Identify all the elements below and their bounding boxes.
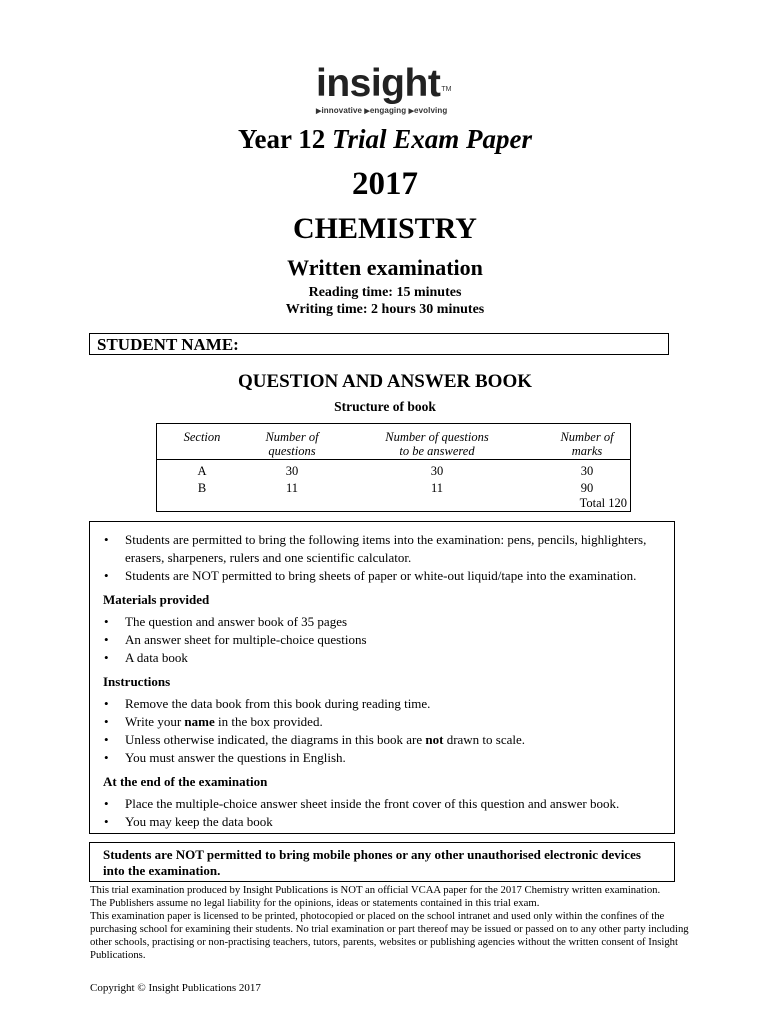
logo-trademark: TM (441, 86, 452, 93)
writing-time: Writing time: 2 hours 30 minutes (285, 302, 485, 317)
row-a-section: A (197, 464, 207, 478)
end-of-exam-heading: At the end of the examination (103, 774, 268, 789)
logo-wordmark: insight (316, 62, 441, 105)
logo-tagline (316, 106, 476, 115)
structure-table (156, 423, 631, 512)
header-marks-2: marks (571, 444, 603, 458)
list-item: • Unless otherwise indicated, the diagrams in this book are not drawn to scale. (90, 731, 666, 749)
list-item: • An answer sheet for multiple-choice questions (90, 631, 666, 649)
row-b-answered: 11 (430, 481, 444, 495)
list-item: • Students are permitted to bring the following items into the examination: pens, pencils, highlighters, erasers, sharpeners, rulers and one scientific calculator. (90, 531, 666, 567)
list-item: • The question and answer book of 35 pages (90, 613, 666, 631)
list-item: • Students are NOT permitted to bring sheets of paper or white-out liquid/tape into the examination. (90, 567, 666, 585)
tagline-word: innovative (321, 106, 363, 115)
page-title (0, 124, 770, 155)
instructions-box (89, 521, 675, 834)
insight-logo (316, 64, 476, 115)
subject-title: CHEMISTRY (293, 212, 477, 245)
row-a-marks: 30 (580, 464, 594, 478)
play-triangle-icon: ▶ (364, 108, 370, 115)
disclaimer-paragraph: The Publishers assume no legal liability for the opinions, ideas or statements contained in this trial exam. (90, 897, 540, 909)
exam-type: Written examination (287, 255, 483, 280)
header-num-questions-1: Number of (265, 430, 319, 444)
disclaimer-paragraph: This trial examination produced by Insight Publications is NOT an official VCAA paper for the 2017 Chemistry written examination. (90, 884, 661, 896)
list-item: • You may keep the data book (90, 813, 666, 831)
structure-heading: Structure of book (334, 399, 436, 414)
materials-list (90, 613, 666, 667)
header-to-answer-1: Number of questions (385, 430, 489, 444)
end-of-exam-list (90, 795, 666, 831)
permitted-list (90, 531, 666, 585)
list-item: • Remove the data book from this book during reading time. (90, 695, 666, 713)
row-a-questions: 30 (285, 464, 299, 478)
total-marks: Total 120 (579, 496, 627, 510)
materials-heading: Materials provided (103, 592, 210, 607)
reading-time: Reading time: 15 minutes (308, 285, 462, 300)
disclaimer-paragraph: This examination paper is licensed to be printed, photocopied or placed on the school intranet and used only within the confines of the purchasing school for examining their students. No trial examination or part thereof may be issued or passed on to any other party including other schools, practising or non-practising teachers, tutors, parents, websites or publishing agencies without the written consent of Insight Publications. (90, 910, 689, 961)
title-year-part: Year 12 (238, 124, 326, 154)
instructions-heading: Instructions (103, 674, 171, 689)
mobile-phone-warning: Students are NOT permitted to bring mobile phones or any other unauthorised electronic devices into the examination. (89, 842, 675, 882)
instructions-list (90, 695, 666, 767)
tagline-word: engaging (369, 106, 407, 115)
student-name-box[interactable] (89, 333, 669, 355)
play-triangle-icon: ▶ (408, 108, 415, 115)
row-b-section: B (197, 481, 207, 495)
header-section: Section (183, 430, 221, 444)
list-item: • Write your name in the box provided. (90, 713, 666, 731)
header-to-answer-2: to be answered (399, 444, 475, 458)
table-header-divider (157, 459, 630, 460)
row-b-questions: 11 (285, 481, 299, 495)
copyright: Copyright © Insight Publications 2017 (90, 982, 261, 994)
book-heading: QUESTION AND ANSWER BOOK (237, 371, 533, 392)
exam-year: 2017 (352, 166, 418, 202)
disclaimer (90, 884, 700, 962)
row-b-marks: 90 (580, 481, 594, 495)
list-item: • Place the multiple-choice answer sheet inside the front cover of this question and answer book. (90, 795, 666, 813)
list-item: • A data book (90, 649, 666, 667)
student-name-label: STUDENT NAME: (97, 335, 239, 354)
play-triangle-icon: ▶ (316, 108, 322, 115)
header-marks-1: Number of (560, 430, 614, 444)
title-italic-part: Trial Exam Paper (332, 124, 532, 154)
tagline-word: evolving (414, 106, 448, 115)
row-a-answered: 30 (430, 464, 444, 478)
header-num-questions-2: questions (268, 444, 316, 458)
list-item: • You must answer the questions in English. (90, 749, 666, 767)
